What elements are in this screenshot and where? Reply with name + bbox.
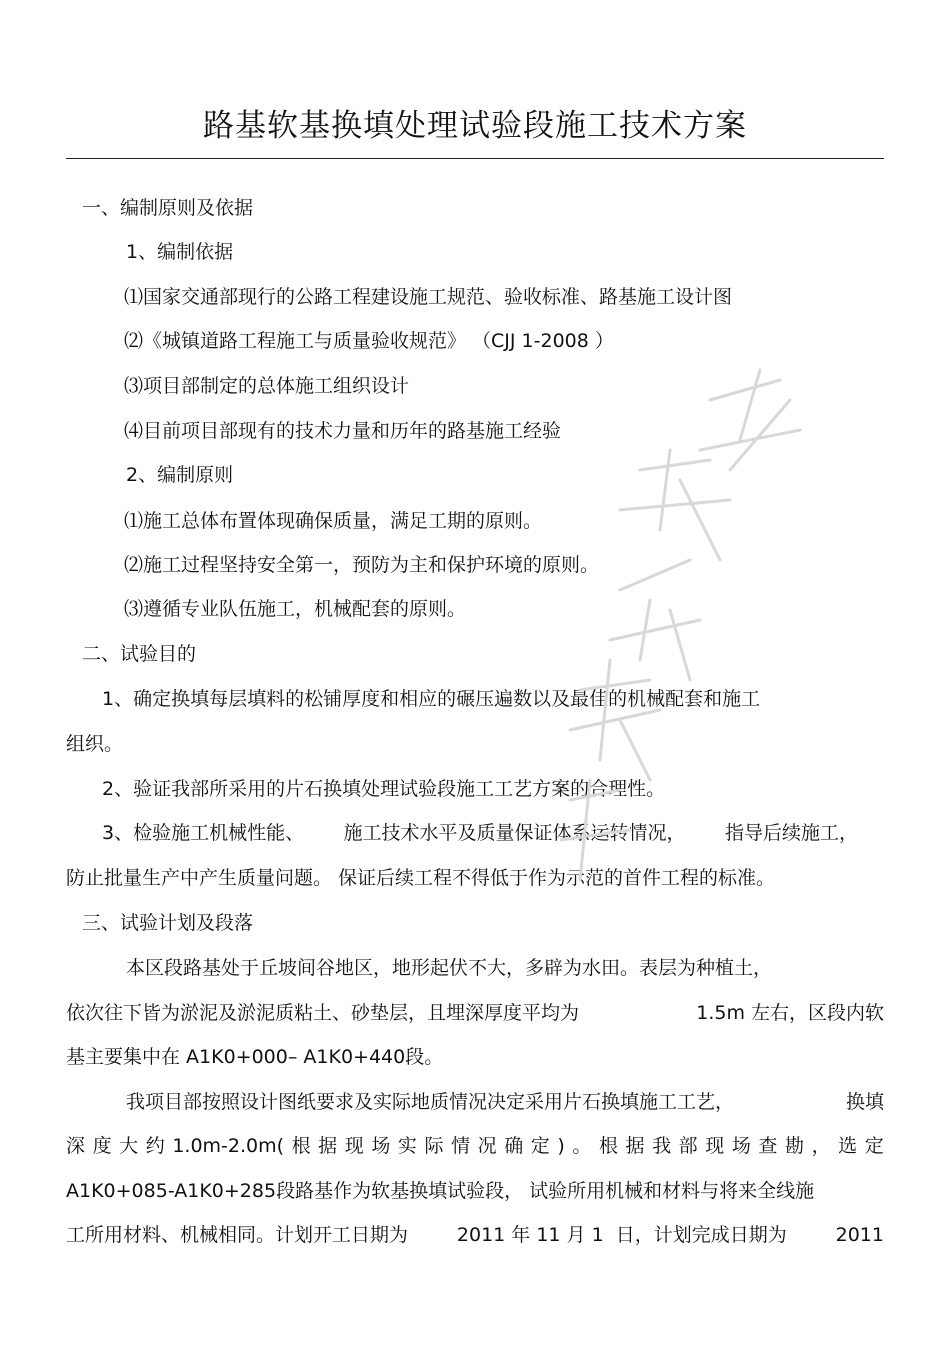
plan-para-2-line-2: 深 度 大 约 1.0m-2.0m( 根 据 现 场 实 际 情 况 确 定 ) 。 根 据 我 部 现 场 查 勘 ， 选 定 (66, 1135, 884, 1157)
section-heading-3: 三、试验计划及段落 (82, 912, 254, 934)
principle-item-2: ⑵施工过程坚持安全第一，预防为主和保护环境的原则。 (124, 554, 600, 576)
section-heading-2: 二、试验目的 (82, 643, 197, 665)
principle-item-3: ⑶遵循专业队伍施工，机械配套的原则。 (124, 598, 467, 620)
purpose-item-1-line-2: 组织。 (66, 733, 124, 755)
title-divider (66, 158, 884, 159)
basis-item-1: ⑴国家交通部现行的公路工程建设施工规范、验收标准、路基施工设计图 (124, 286, 733, 308)
plan-para-1-line-2: 依次往下皆为淤泥及淤泥质粘土、砂垫层，且埋深厚度平均为 1.5m 左右，区段内软 (66, 1002, 884, 1024)
basis-item-4: ⑷目前项目部现有的技术力量和历年的路基施工经验 (124, 420, 562, 442)
document-title: 路基软基换填处理试验段施工技术方案 (203, 108, 747, 144)
purpose-item-1-line-1: 1、确定换填每层填料的松铺厚度和相应的碾压遍数以及最佳的机械配套和施工 (102, 688, 761, 710)
plan-para-2-line-4: 工所用材料、机械相同。计划开工日期为 2011 年 11 月 1 日，计划完成日期为 2011 (66, 1224, 884, 1246)
plan-para-1-line-1: 本区段路基处于丘坡间谷地区，地形起伏不大，多辟为水田。表层为种植土， (126, 957, 773, 979)
plan-para-2-line-3: A1K0+085-A1K0+285段路基作为软基换填试验段， 试验所用机械和材料与将来全线施 (66, 1180, 815, 1202)
subheading-basis: 1、编制依据 (126, 241, 234, 263)
plan-para-1-line-3: 基主要集中在 A1K0+000– A1K0+440段。 (66, 1046, 444, 1068)
principle-item-1: ⑴施工总体布置体现确保质量，满足工期的原则。 (124, 510, 543, 532)
basis-item-2: ⑵《城镇道路工程施工与质量验收规范》 （CJJ 1-2008 ） (124, 330, 614, 352)
section-heading-1: 一、编制原则及依据 (82, 197, 254, 219)
purpose-item-2: 2、验证我部所采用的片石换填处理试验段施工工艺方案的合理性。 (102, 778, 666, 800)
purpose-item-3-line-1: 3、检验施工机械性能、 施工技术水平及质量保证体系运转情况， 指导后续施工， (102, 822, 858, 844)
subheading-principles: 2、编制原则 (126, 464, 234, 486)
basis-item-3: ⑶项目部制定的总体施工组织设计 (124, 375, 410, 397)
purpose-item-3-line-2: 防止批量生产中产生质量问题。 保证后续工程不得低于作为示范的首件工程的标准。 (66, 867, 776, 889)
plan-para-2-line-1: 我项目部按照设计图纸要求及实际地质情况决定采用片石换填施工工艺， 换填 (126, 1091, 884, 1113)
